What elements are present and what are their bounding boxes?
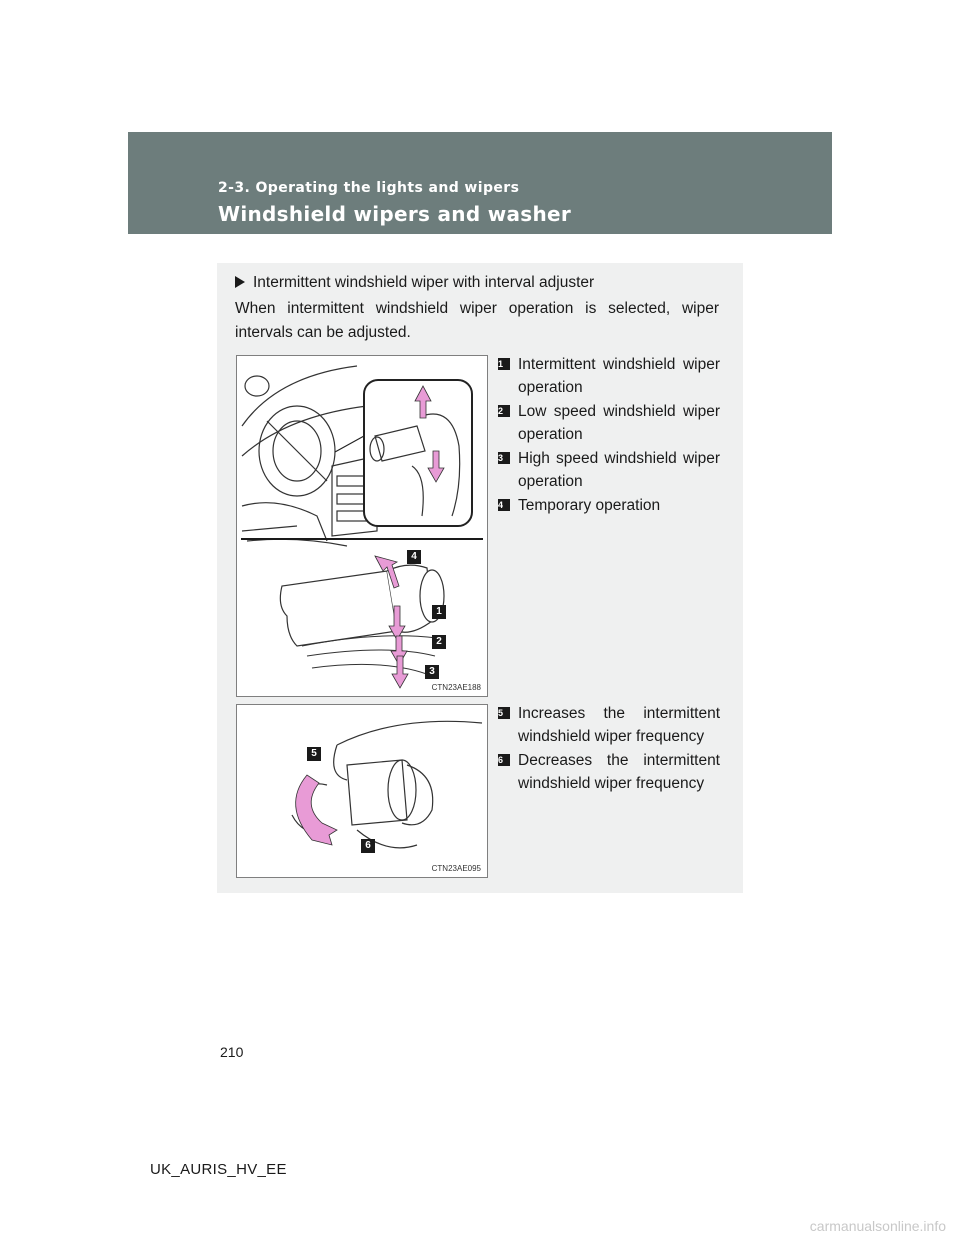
number-badge: 3 — [498, 452, 510, 464]
number-badge: 1 — [498, 358, 510, 370]
list-item-text: Temporary operation — [518, 497, 661, 514]
number-badge: 2 — [498, 405, 510, 417]
list-item — [498, 494, 720, 517]
callout-badge-4: 4 — [407, 550, 421, 564]
arrow-high-icon — [392, 656, 408, 688]
position-lines — [302, 636, 437, 676]
callout-badge-6: 6 — [361, 839, 375, 853]
list-item — [498, 749, 720, 795]
number-badge: 4 — [498, 499, 510, 511]
page-number: 210 — [220, 1044, 244, 1060]
callout-badge-5: 5 — [307, 747, 321, 761]
intro-paragraph: When intermittent windshield wiper operation is selected, wiper intervals can be adjusted. — [235, 300, 719, 341]
watermark: carmanualsonline.info — [809, 1218, 946, 1234]
rotate-dial-arrow-icon — [296, 775, 337, 845]
page-title: Windshield wipers and washer — [218, 202, 572, 226]
callout-badge-1: 1 — [432, 605, 446, 619]
list-item — [498, 702, 720, 748]
dashboard-sketch — [242, 366, 377, 546]
list-item — [498, 447, 720, 493]
list-item — [498, 400, 720, 446]
list-item — [498, 353, 720, 399]
list-item-text: Increases the intermittent windshield wiper frequency — [518, 705, 720, 745]
wiper-position-list — [498, 353, 720, 518]
number-badge: 5 — [498, 707, 510, 719]
zoom-pointer-line — [335, 436, 364, 452]
list-item-text: Intermittent windshield wiper operation — [518, 356, 720, 396]
section-label: 2-3. Operating the lights and wipers — [218, 180, 520, 196]
number-badge: 6 — [498, 754, 510, 766]
manual-code: UK_AURIS_HV_EE — [150, 1161, 287, 1178]
list-item-text: High speed windshield wiper operation — [518, 450, 720, 490]
wiper-lever-figure — [236, 355, 488, 697]
wiper-lever-illustration — [237, 356, 487, 696]
figure-code: CTN23AE095 — [431, 864, 481, 873]
callout-badge-2: 2 — [432, 635, 446, 649]
subsection-heading — [235, 274, 594, 292]
callout-badge-3: 3 — [425, 665, 439, 679]
list-item-text: Low speed windshield wiper operation — [518, 403, 720, 443]
triangle-bullet-icon — [235, 276, 245, 288]
wiper-lever-sketch — [280, 565, 444, 646]
interval-adjuster-figure — [236, 704, 488, 878]
subsection-heading-text: Intermittent windshield wiper with interval adjuster — [253, 274, 595, 291]
figure-code: CTN23AE188 — [431, 683, 481, 692]
interval-adjust-list — [498, 702, 720, 796]
list-item-text: Decreases the intermittent windshield wiper frequency — [518, 752, 720, 792]
